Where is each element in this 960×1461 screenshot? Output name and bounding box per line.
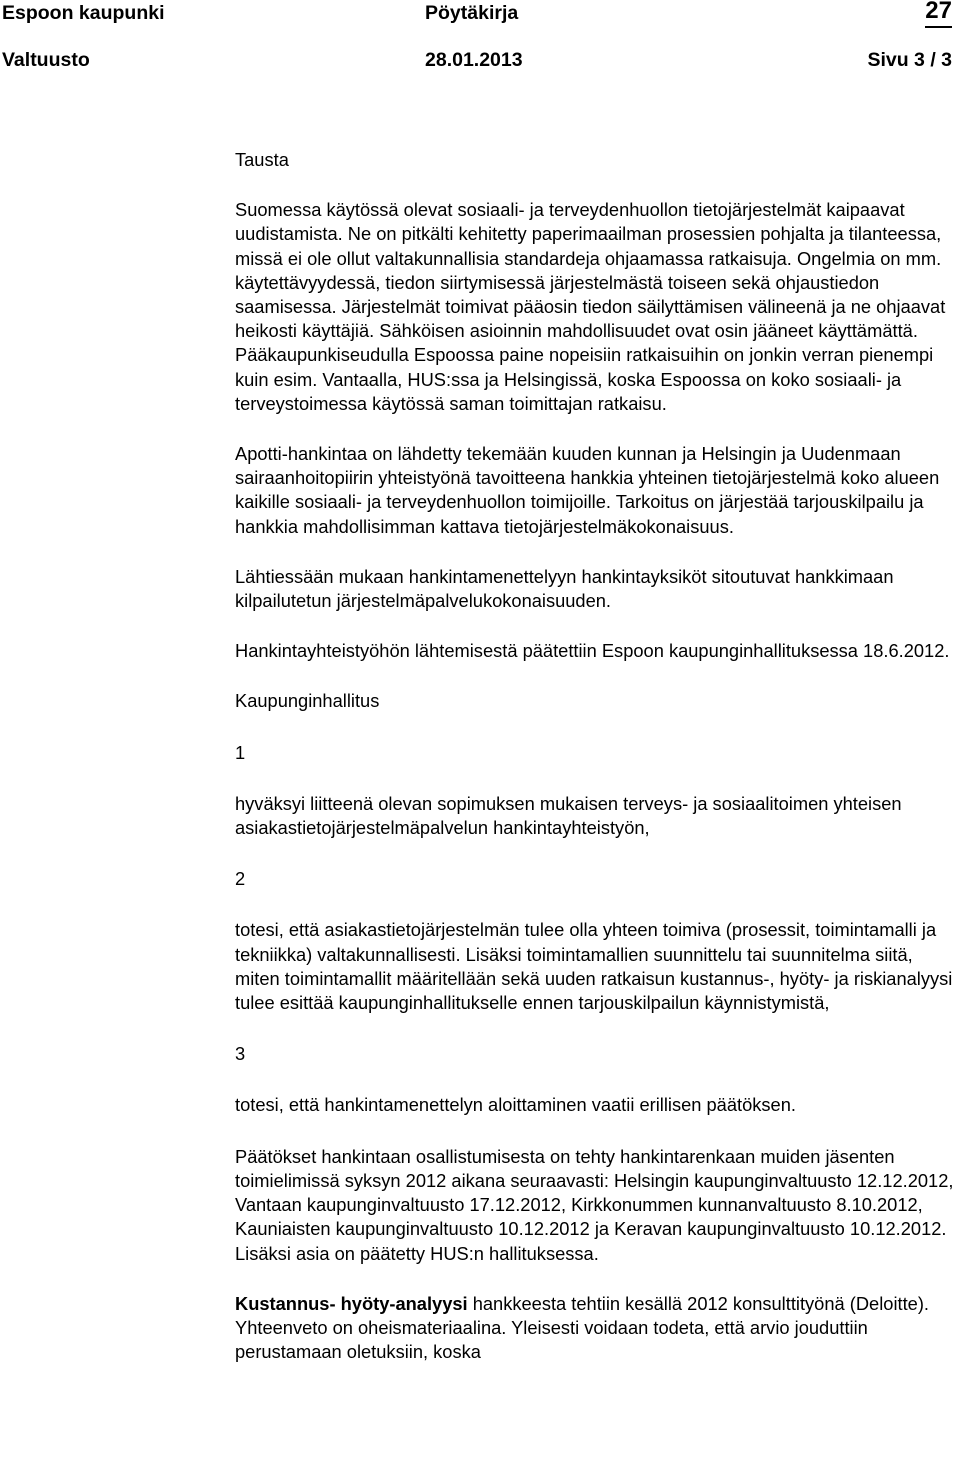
paragraph-background: Suomessa käytössä olevat sosiaali- ja terveydenhuollon tietojärjestelmät kaipaavat uudistamista. Ne on pitkälti kehitetty paperimaailman prosessien pohjalta ja tilanteessa, missä ei ole ollut valtakunnallisia standardeja ohjaamassa ratkaisuja. Ongelmia on mm. käytettävyydessä, tiedon siirtymisessä järjestelmästä toiseen sekä ohjaustiedon saamisessa. Järjestelmät toimivat pääosin tiedon säilyttämisen välineenä ja ne ohjaavat heikosti käyttäjiä. Sähköisen asioinnin mahdollisuudet ovat osin jääneet käyttämättä. Pääkaupunkiseudulla Espoossa paine nopeisiin ratkaisuihin on jonkin verran pienempi kuin esim. Vantaalla, HUS:ssa ja Helsingissä, koska Espoossa on koko sosiaali- ja terveystoimessa käytössä saman toimittajan ratkaisu. xyxy=(235,199,946,414)
paragraph-decision: Hankintayhteistyöhön lähtemisestä päätettiin Espoon kaupunginhallituksessa 18.6.2012. xyxy=(235,640,950,662)
item-text-2: totesi, että asiakastietojärjestelmän tulee olla yhteen toimiva (prosessit, toimintamalli ja tekniikka) valtakunnallisesti. Lisäksi toimintamallien suunnittelu tai suunnitelma siitä, miten toimintamallit määritellään sekä uuden ratkaisun kustannus-, hyöty- ja riskianalyysi tulee esittää kaupunginhallitukselle ennen tarjouskilpailun käynnistymistä, xyxy=(235,919,953,1014)
paragraph-city-board: Kaupunginhallitus xyxy=(235,690,380,712)
item-number-2: 2 xyxy=(235,868,246,890)
cost-benefit-text: hankkeesta tehtiin kesällä 2012 konsulttityönä (Deloitte). Yhteenveto on oheismateriaalina. Yleisesti voidaan todeta, että arvio jouduttiin perustamaan oletuksiin, koska xyxy=(235,1292,930,1363)
header-row-1 xyxy=(0,0,960,26)
item-text-1: hyväksyi liitteenä olevan sopimuksen mukaisen terveys- ja sosiaalitoimen yhteisen asiakastietojärjestelmäpalvelun hankintayhteistyön, xyxy=(235,792,902,839)
paragraph-commitment: Lähtiessään mukaan hankintamenettelyyn hankintayksiköt sitoutuvat hankkimaan kilpailutetun järjestelmäpalvelukokonaisuuden. xyxy=(235,565,894,612)
header-row-2 xyxy=(0,47,960,73)
paragraph-cost-benefit xyxy=(235,1292,957,1365)
page-number: 27 xyxy=(925,0,952,28)
document-body xyxy=(235,148,957,1391)
org-name: Espoon kaupunki xyxy=(2,2,165,24)
governing-body: Valtuusto xyxy=(2,49,90,71)
item-number-3: 3 xyxy=(235,1043,246,1065)
meeting-date: 28.01.2013 xyxy=(425,49,523,71)
section-heading: Tausta xyxy=(235,149,289,170)
item-text-3: totesi, että hankintamenettelyn aloittaminen vaatii erillisen päätöksen. xyxy=(235,1094,796,1116)
paragraph-decisions: Päätökset hankintaan osallistumisesta on tehty hankintarenkaan muiden jäsenten toimielimissä syksyn 2012 aikana seuraavasti: Helsingin kaupunginvaltuusto 12.12.2012, Vantaan kaupunginvaltuusto 17.12.2012, Kirkkonummen kunnanvaltuusto 8.10.2012, Kauniaisten kaupunginvaltuusto 10.12.2012 ja Keravan kaupunginvaltuusto 10.12.2012. Lisäksi asia on päätetty HUS:n hallituksessa. xyxy=(235,1145,954,1264)
paragraph-apotti: Apotti-hankintaa on lähdetty tekemään kuuden kunnan ja Helsingin ja Uudenmaan sairaanhoitopiirin yhteistyönä tavoitteena hankkia yhteinen tietojärjestelmä koko alueen kaikille sosiaali- ja terveydenhuollon toimijoille. Tarkoitus on järjestää tarjouskilpailu ja hankkia mahdollisimman kattava tietojärjestelmäkokonaisuus. xyxy=(235,443,940,537)
cost-benefit-bold: Kustannus- hyöty-analyysi xyxy=(235,1292,468,1314)
item-number-1: 1 xyxy=(235,741,246,763)
page-info: Sivu 3 / 3 xyxy=(867,49,952,71)
document-type: Pöytäkirja xyxy=(425,2,519,24)
